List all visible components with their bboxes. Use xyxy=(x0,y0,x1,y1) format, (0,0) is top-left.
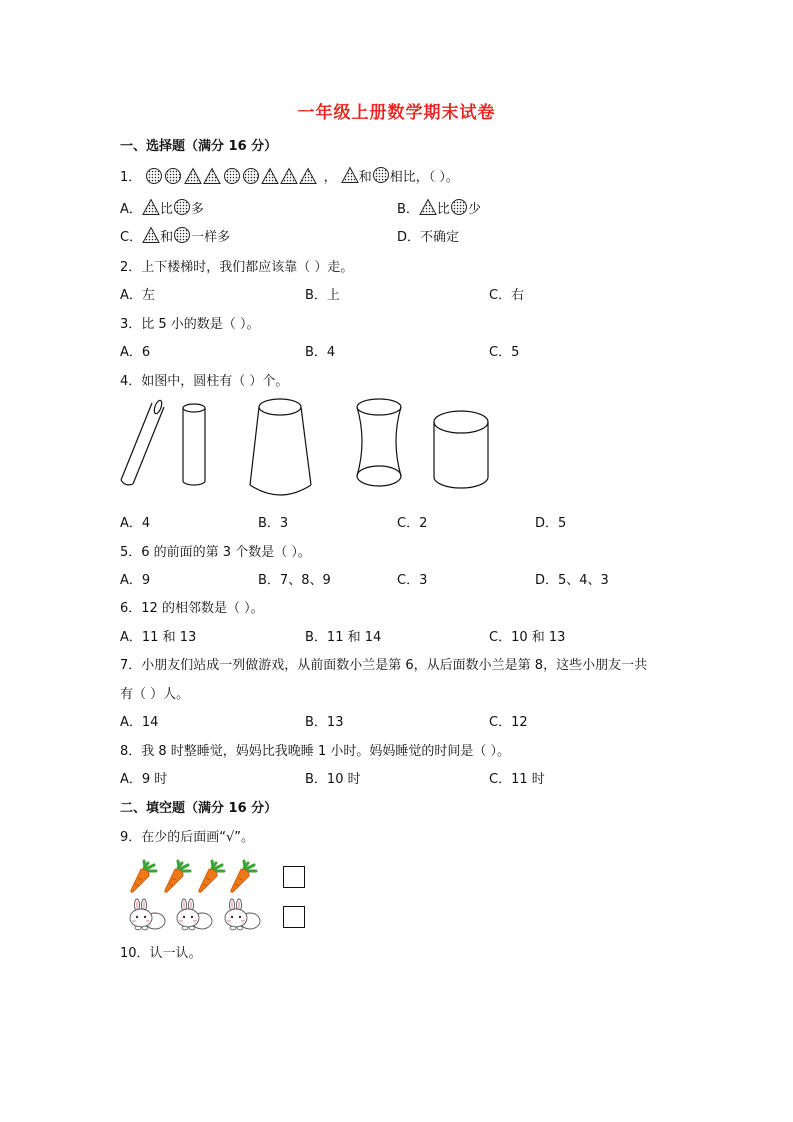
dotted-triangle-icon xyxy=(419,198,437,216)
question-7-line-2: 有（ ）人。 xyxy=(120,687,190,702)
question-number: 1． xyxy=(120,170,142,185)
option-text: 一样多 xyxy=(191,230,231,245)
option-4c[interactable]: C．2 xyxy=(397,516,428,531)
option-4d[interactable]: D．5 xyxy=(535,516,567,531)
option-6a[interactable]: A．11 和 13 xyxy=(120,630,197,645)
option-1a[interactable] xyxy=(120,198,204,217)
short-cylinder-icon xyxy=(434,411,488,488)
option-8c[interactable]: C．11 时 xyxy=(489,772,545,787)
question-6: 6．12 的相邻数是（ ）。 xyxy=(120,601,264,616)
option-7a[interactable]: A．14 xyxy=(120,715,159,730)
carrot-icon xyxy=(131,861,156,892)
rabbit-icon xyxy=(130,899,165,930)
rabbit-row xyxy=(126,898,271,932)
section-choice-heading: 一、选择题（满分 16 分） xyxy=(120,139,278,154)
option-1b[interactable] xyxy=(397,198,481,217)
dotted-circle-icon xyxy=(173,226,191,244)
question-10: 10．认一认。 xyxy=(120,946,202,961)
option-2c[interactable]: C．右 xyxy=(489,288,525,303)
option-6b[interactable]: B．11 和 14 xyxy=(305,630,382,645)
dotted-triangle-icon xyxy=(341,166,359,184)
option-1c[interactable] xyxy=(120,226,230,245)
question-2: 2．上下楼梯时，我们都应该靠（ ）走。 xyxy=(120,260,354,275)
option-letter: A． xyxy=(120,202,142,217)
question-4: 4．如图中，圆柱有（ ）个。 xyxy=(120,374,289,389)
dotted-triangle-icon xyxy=(142,198,160,216)
option-2a[interactable]: A．左 xyxy=(120,288,155,303)
dotted-circle-icon xyxy=(173,198,191,216)
option-text: 比 xyxy=(159,202,173,217)
hourglass-shape-icon xyxy=(357,399,401,486)
carrot-icon xyxy=(165,861,190,892)
option-5b[interactable]: B．7、8、9 xyxy=(258,573,331,588)
carrot-icon xyxy=(231,861,256,892)
option-4a[interactable]: A．4 xyxy=(120,516,151,531)
question-5: 5．6 的前面的第 3 个数是（ ）。 xyxy=(120,545,311,560)
option-text: 比 xyxy=(436,202,450,217)
option-8a[interactable]: A．9 时 xyxy=(120,772,168,787)
option-2b[interactable]: B．上 xyxy=(305,288,340,303)
option-text: 和 xyxy=(160,230,174,245)
carrot-icon xyxy=(199,861,224,892)
option-7c[interactable]: C．12 xyxy=(489,715,528,730)
question-3: 3．比 5 小的数是（ ）。 xyxy=(120,317,260,332)
option-8b[interactable]: B．10 时 xyxy=(305,772,361,787)
and-text: 和 xyxy=(358,170,372,185)
rabbit-icon xyxy=(225,899,260,930)
option-1d[interactable]: D．不确定 xyxy=(397,230,460,245)
shape-sequence xyxy=(145,167,319,189)
option-3c[interactable]: C．5 xyxy=(489,345,520,360)
option-text: 少 xyxy=(467,202,481,217)
option-7b[interactable]: B．13 xyxy=(305,715,344,730)
slanted-cylinder-icon xyxy=(121,399,164,485)
option-3a[interactable]: A．6 xyxy=(120,345,151,360)
frustum-icon xyxy=(250,399,311,495)
compare-text: 相比，（ ）。 xyxy=(389,170,459,185)
question-1 xyxy=(120,166,459,189)
page-title: 一年级上册数学期末试卷 xyxy=(297,103,496,123)
thin-cylinder-icon xyxy=(183,404,205,485)
question-9: 9．在少的后面画“√”。 xyxy=(120,830,255,845)
question-7-line-1: 7．小朋友们站成一列做游戏，从前面数小兰是第 6，从后面数小兰是第 8，这些小朋友一共 xyxy=(120,658,648,673)
dotted-circle-icon xyxy=(372,166,390,184)
option-5a[interactable]: A．9 xyxy=(120,573,151,588)
section-fill-heading: 二、填空题（满分 16 分） xyxy=(120,801,278,816)
carrot-row xyxy=(128,858,268,894)
rabbit-icon xyxy=(177,899,212,930)
option-3b[interactable]: B．4 xyxy=(305,345,336,360)
question-8: 8．我 8 时整睡觉，妈妈比我晚睡 1 小时。妈妈睡觉的时间是（ ）。 xyxy=(120,744,510,759)
answer-box-rabbits[interactable] xyxy=(283,906,305,928)
answer-box-carrots[interactable] xyxy=(283,866,305,888)
option-letter: C． xyxy=(120,230,143,245)
dotted-triangle-icon xyxy=(142,226,160,244)
option-5d[interactable]: D．5、4、3 xyxy=(535,573,609,588)
dotted-circle-icon xyxy=(450,198,468,216)
option-text: 多 xyxy=(190,202,204,217)
shape-sequence-icons xyxy=(145,167,319,185)
shapes-figure xyxy=(115,395,495,500)
option-4b[interactable]: B．3 xyxy=(258,516,289,531)
option-letter: B． xyxy=(397,202,419,217)
option-5c[interactable]: C．3 xyxy=(397,573,428,588)
option-6c[interactable]: C．10 和 13 xyxy=(489,630,566,645)
separator: ， xyxy=(323,170,337,185)
